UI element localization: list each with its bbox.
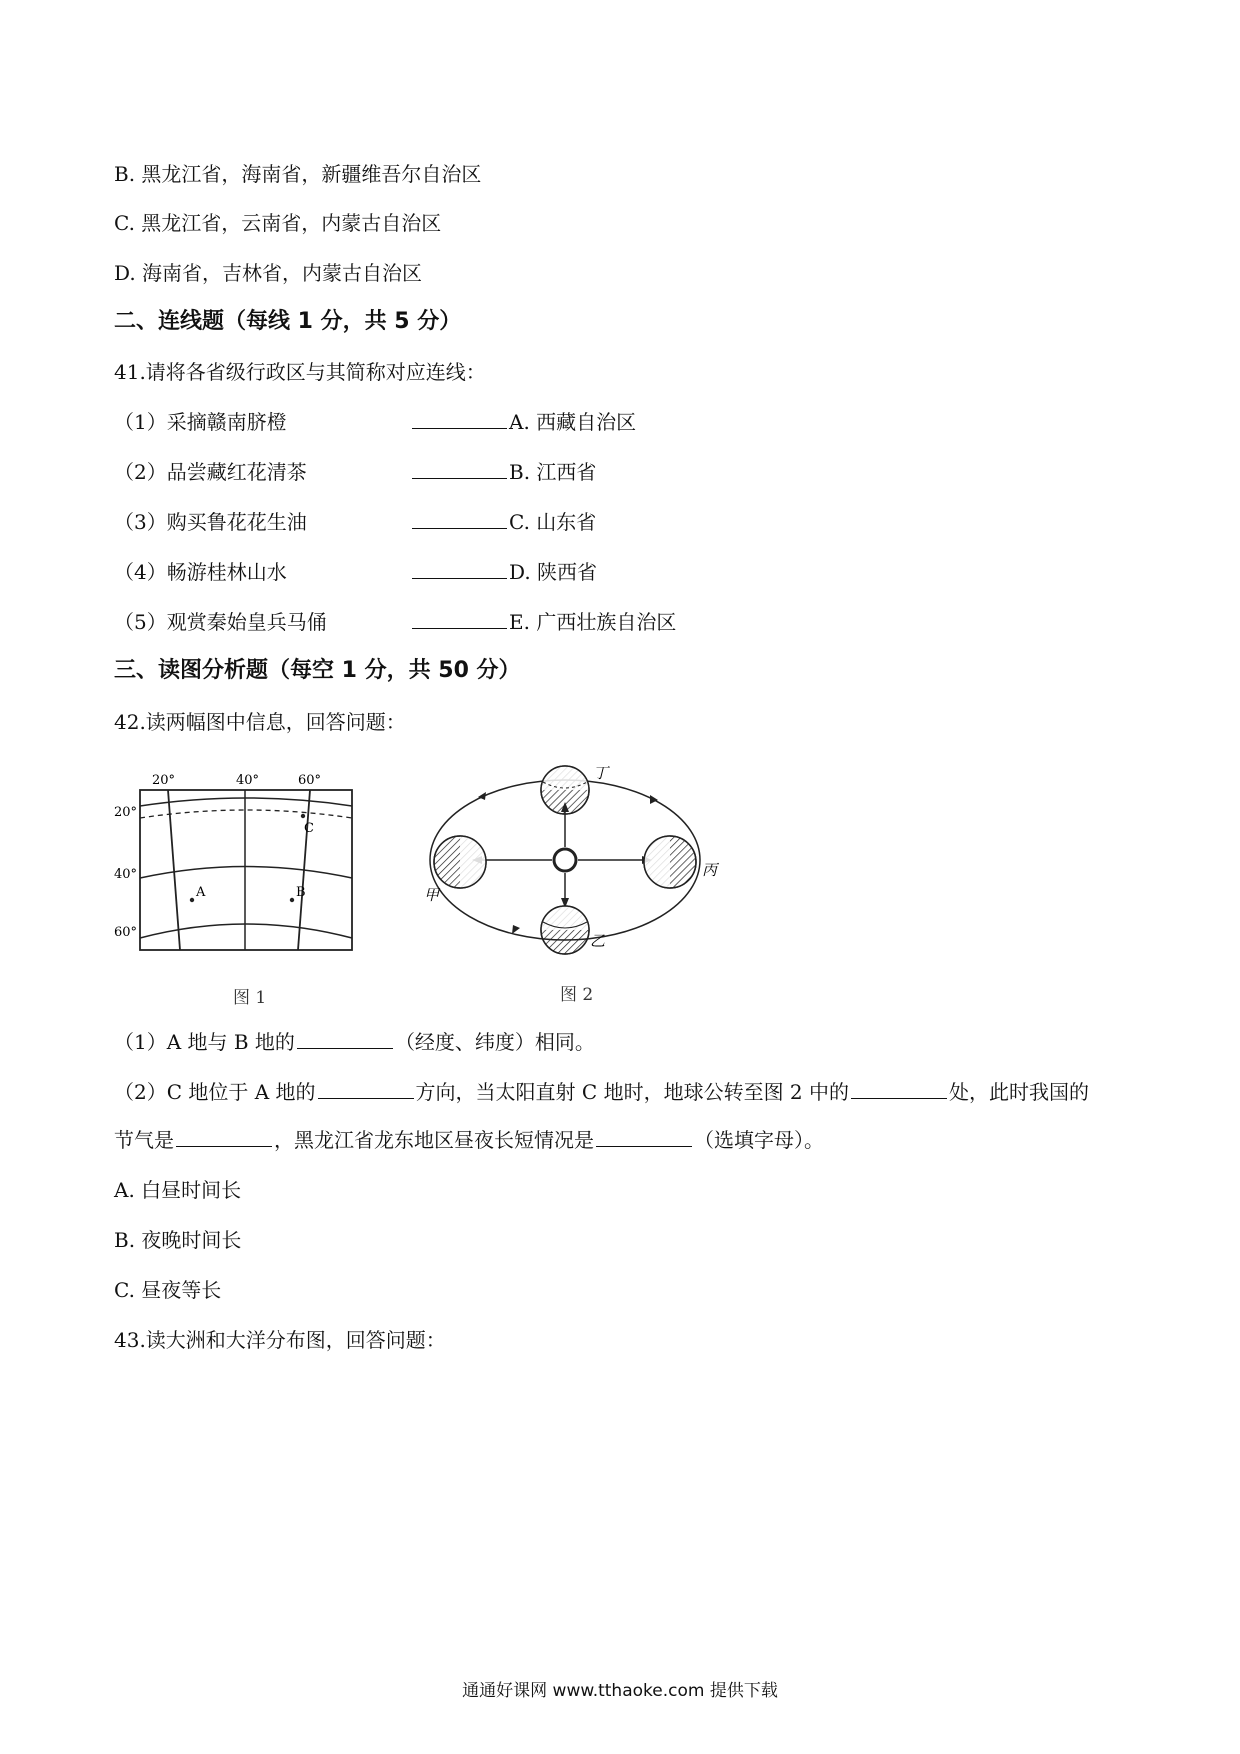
question-43: 43.读大洲和大洋分布图，回答问题： xyxy=(114,1328,446,1352)
figure-2-caption: 图 2 xyxy=(560,985,594,1005)
match-left-item: （1）采摘赣南脐橙 xyxy=(114,410,287,434)
lon-label: 20° xyxy=(152,773,176,788)
earth-position-bing xyxy=(644,836,696,888)
match-right-item: D. 陕西省 xyxy=(410,558,597,586)
answer-blank[interactable] xyxy=(412,458,507,479)
section-2-heading: 二、连线题（每线 1 分，共 5 分） xyxy=(114,309,462,334)
match-right-item: A. 西藏自治区 xyxy=(410,408,636,436)
option-b: B. 黑龙江省，海南省，新疆维吾尔自治区 xyxy=(114,162,482,186)
sub-question-2-line-2: 节气是 ，黑龙江省龙东地区昼夜长短情况是 （选填字母）。 xyxy=(114,1128,824,1152)
answer-blank[interactable] xyxy=(412,608,507,629)
choice-b: B. 夜晚时间长 xyxy=(114,1228,242,1252)
match-right-item: C. 山东省 xyxy=(410,508,596,536)
option-d: D. 海南省，吉林省，内蒙古自治区 xyxy=(114,261,423,285)
point-c-marker xyxy=(301,814,305,818)
question-41: 41.请将各省级行政区与其简称对应连线： xyxy=(114,360,486,384)
lat-label: 60° xyxy=(114,925,138,940)
answer-blank[interactable] xyxy=(412,508,507,529)
figure-1-graticule xyxy=(110,760,360,970)
label-jia: 甲 xyxy=(424,886,440,904)
figure-2-orbit xyxy=(400,750,750,970)
answer-blank[interactable] xyxy=(297,1028,393,1049)
earth-position-ding xyxy=(541,766,589,814)
match-right-item: B. 江西省 xyxy=(410,458,596,486)
match-left-item: （2）品尝藏红花清茶 xyxy=(114,460,307,484)
point-c-label: C xyxy=(304,821,314,836)
lat-label: 40° xyxy=(114,867,138,882)
match-left-item: （5）观赏秦始皇兵马俑 xyxy=(114,610,327,634)
lon-label: 40° xyxy=(236,773,260,788)
option-c: C. 黑龙江省，云南省，内蒙古自治区 xyxy=(114,211,442,235)
point-a-marker xyxy=(190,898,194,902)
point-a-label: A xyxy=(196,885,206,900)
sun-icon xyxy=(554,849,576,871)
lat-label: 20° xyxy=(114,805,138,820)
label-ding: 丁 xyxy=(593,764,609,782)
match-right-item: E. 广西壮族自治区 xyxy=(410,608,676,636)
answer-blank[interactable] xyxy=(176,1126,272,1147)
answer-blank[interactable] xyxy=(412,558,507,579)
label-yi: 乙 xyxy=(590,932,606,950)
choice-a: A. 白昼时间长 xyxy=(114,1178,242,1202)
sub-question-1: （1）A 地与 B 地的 （经度、纬度）相同。 xyxy=(114,1030,595,1054)
answer-blank[interactable] xyxy=(318,1078,414,1099)
point-b-marker xyxy=(290,898,294,902)
point-b-label: B xyxy=(296,885,306,900)
label-bing: 丙 xyxy=(702,861,718,879)
match-left-item: （3）购买鲁花花生油 xyxy=(114,510,307,534)
earth-position-jia xyxy=(434,836,486,888)
answer-blank[interactable] xyxy=(596,1126,692,1147)
answer-blank[interactable] xyxy=(851,1078,947,1099)
lon-label: 60° xyxy=(298,773,322,788)
figure-1-caption: 图 1 xyxy=(233,988,267,1008)
page-footer: 通通好课网 www.tthaoke.com 提供下载 xyxy=(462,1681,778,1701)
answer-blank[interactable] xyxy=(412,408,507,429)
section-3-heading: 三、读图分析题（每空 1 分，共 50 分） xyxy=(114,658,521,683)
choice-c: C. 昼夜等长 xyxy=(114,1278,222,1302)
question-42: 42.读两幅图中信息，回答问题： xyxy=(114,710,406,734)
sub-question-2-line-1: （2）C 地位于 A 地的 方向，当太阳直射 C 地时，地球公转至图 2 中的 处，此时我国的 xyxy=(114,1080,1090,1104)
earth-position-yi xyxy=(541,906,589,954)
match-left-item: （4）畅游桂林山水 xyxy=(114,560,287,584)
